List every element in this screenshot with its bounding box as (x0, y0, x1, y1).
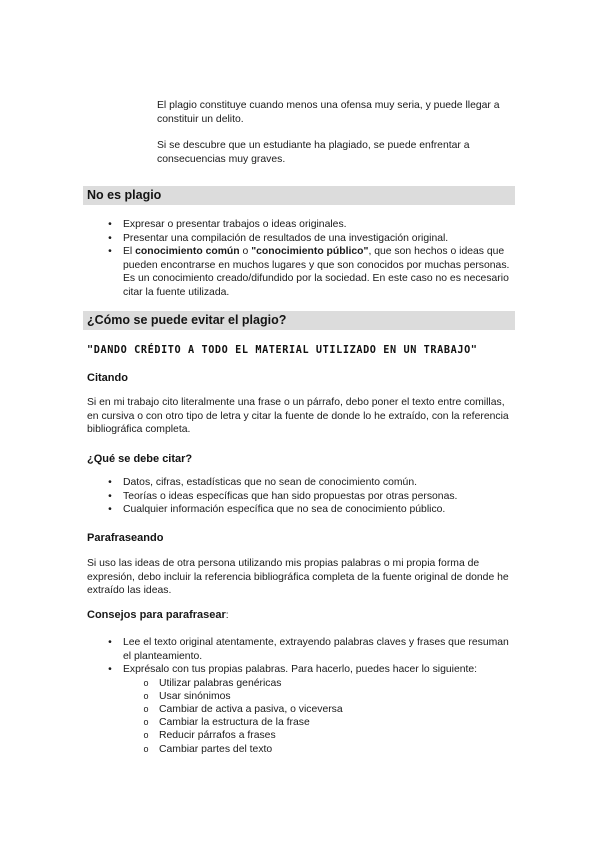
term-conocimiento-comun: conocimiento común (135, 246, 240, 257)
item-prefix: El (123, 246, 136, 257)
bullet-icon: • (108, 232, 112, 244)
sub-list-item-text: Cambiar partes del texto (159, 743, 273, 755)
list-item-text: Expresar o presentar trabajos o ideas originales. (123, 219, 347, 230)
sub-list-item (141, 703, 515, 716)
bullet-icon: • (108, 219, 112, 230)
sub-list-item-text: Reducir párrafos a frases (159, 730, 276, 742)
heading-evitar-plagio: ¿Cómo se puede evitar el plagio? (87, 313, 287, 327)
heading-citando: Citando (87, 372, 128, 384)
no-plagio-list (105, 218, 515, 299)
heading-no-plagio: No es plagio (87, 188, 162, 202)
sub-list (141, 677, 515, 756)
circle-bullet-icon: o (143, 677, 149, 688)
bullet-icon: • (108, 490, 112, 502)
intro-paragraph-2: Si se descubre que un estudiante ha plagiado, se puede enfrentar a consecuencias muy graves. (157, 140, 470, 165)
list-item-text (123, 246, 509, 298)
sub-list-item (141, 716, 515, 729)
sub-list-item-text: Cambiar la estructura de la frase (159, 717, 310, 729)
bullet-icon: • (108, 477, 112, 488)
circle-bullet-icon: o (143, 730, 149, 741)
sub-list-item (141, 743, 515, 756)
list-item (105, 218, 515, 232)
list-item-text: Exprésalo con tus propias palabras. Para hacerlo, puedes hacer lo siguiente: (123, 664, 478, 675)
que-citar-list (105, 476, 515, 517)
sub-list-item-text: Utilizar palabras genéricas (159, 677, 282, 689)
bullet-icon: • (108, 664, 112, 675)
list-item (105, 636, 515, 663)
bullet-icon: • (108, 504, 112, 515)
item-connector: o (239, 246, 252, 257)
heading-que-citar: ¿Qué se debe citar? (87, 453, 193, 465)
bullet-icon: • (108, 246, 112, 257)
bullet-icon: • (108, 637, 112, 648)
list-item (105, 503, 515, 517)
consejos-list (105, 636, 515, 756)
heading-consejos (87, 609, 229, 623)
list-item (105, 490, 515, 504)
term-conocimiento-publico: "conocimiento público" (251, 246, 369, 257)
sub-list-item (141, 677, 515, 690)
list-item (105, 476, 515, 490)
circle-bullet-icon: o (143, 717, 149, 728)
list-item-text: Teorías o ideas específicas que han sido propuestas por otras personas. (123, 490, 458, 502)
list-item (105, 245, 515, 299)
sub-list-item-text: Cambiar de activa a pasiva, o viceversa (159, 703, 343, 715)
list-item (105, 663, 515, 756)
parafraseando-paragraph: Si uso las ideas de otra persona utilizando mis propias palabras o mi propia forma de expresión, debo incluir la referencia bibliográfica completa de la fuente original de donde he extraído las ideas. (87, 558, 509, 596)
citando-paragraph: Si en mi trabajo cito literalmente una frase o un párrafo, debo poner el texto entre comillas, en cursiva o con otro tipo de letra y citar la fuente de donde lo he extraído, con la referencia bibliográfica completa. (87, 397, 509, 435)
item-suffix: , que son hechos o ideas que pueden encontrarse en muchos lugares y que son conocidos por muchas personas. Es un conocimiento creado/difundido por la sociedad. En este caso no es necesario citar la fuente utilizada. (123, 246, 510, 298)
list-item (105, 232, 515, 246)
sub-list-item (141, 690, 515, 703)
sub-list-item (141, 729, 515, 742)
heading-colon: : (225, 610, 229, 621)
circle-bullet-icon: o (143, 703, 149, 714)
list-item-text: Cualquier información específica que no sea de conocimiento público. (123, 504, 446, 515)
list-item-text: Presentar una compilación de resultados de una investigación original. (123, 232, 449, 244)
list-item-text: Lee el texto original atentamente, extrayendo palabras claves y frases que resuman el planteamiento. (123, 637, 509, 662)
sub-list-item-text: Usar sinónimos (159, 690, 231, 702)
circle-bullet-icon: o (143, 743, 149, 754)
heading-parafraseando: Parafraseando (87, 532, 164, 544)
circle-bullet-icon: o (143, 690, 149, 701)
slogan: "DANDO CRÉDITO A TODO EL MATERIAL UTILIZADO EN UN TRABAJO" (87, 345, 478, 356)
heading-consejos-text: Consejos para parafrasear (87, 609, 226, 621)
intro-paragraph-1: El plagio constituye cuando menos una ofensa muy seria, y puede llegar a constituir un delito. (157, 100, 500, 125)
list-item-text: Datos, cifras, estadísticas que no sean de conocimiento común. (123, 477, 417, 488)
